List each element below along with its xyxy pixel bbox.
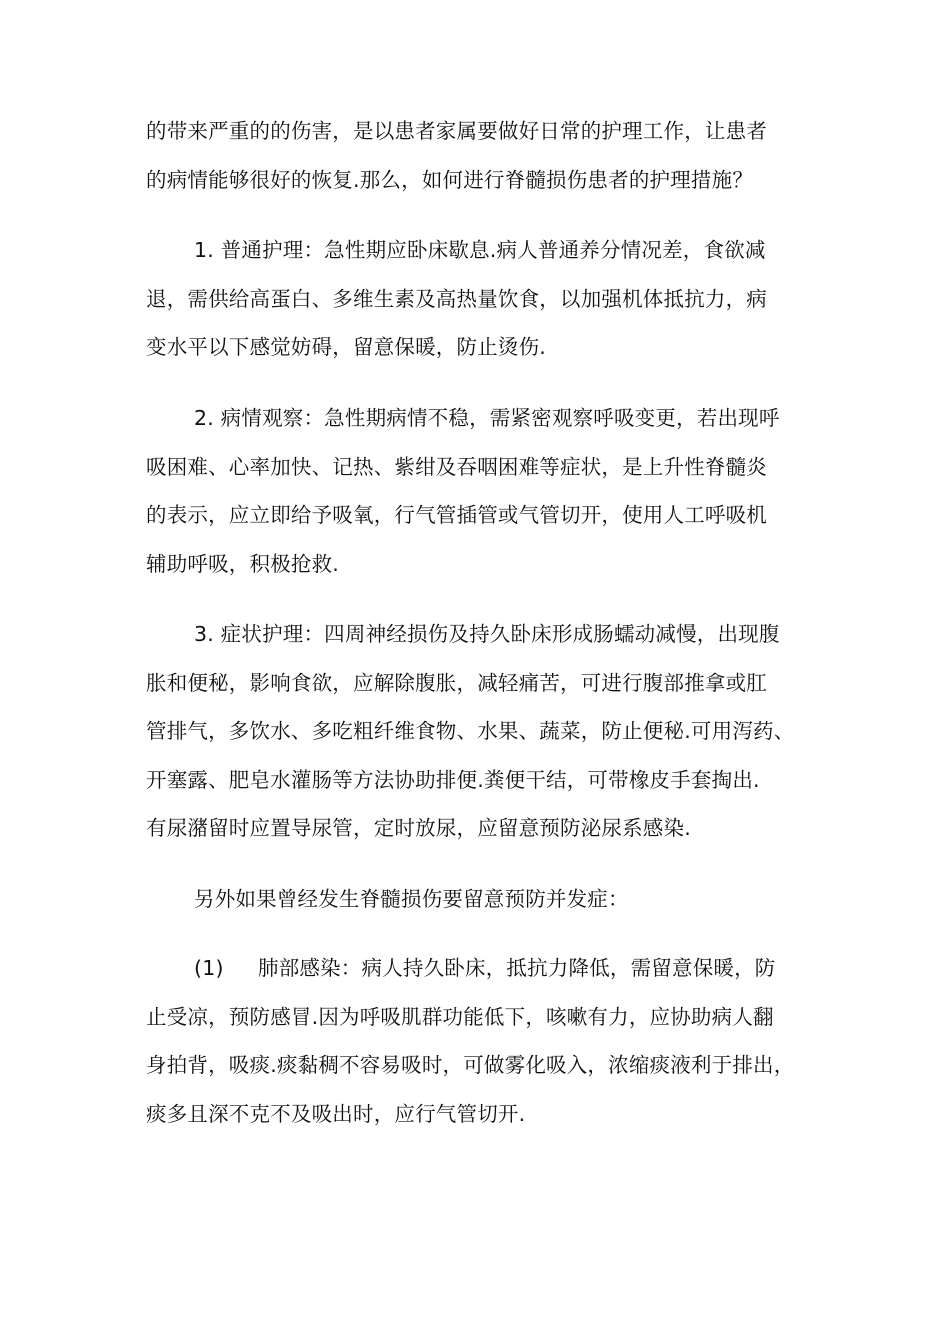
text-line: 1. 普通护理：急性期应卧床歇息.病人普通养分情况差，食欲减: [194, 238, 766, 262]
text-line: 的带来严重的的伤害，是以患者家属要做好日常的护理工作，让患者: [146, 119, 767, 143]
intro-paragraph: [146, 107, 846, 204]
list-item-number: (1): [194, 956, 224, 980]
complications-intro: [146, 875, 846, 924]
text-line: 肺部感染：病人持久卧床，抵抗力降低，需留意保暖，防: [258, 956, 776, 980]
text-line: 管排气，多饮水、多吃粗纤维食物、水果、蔬菜，防止便秘.可用泻药、: [146, 719, 795, 743]
section-observation: [146, 394, 846, 588]
text-line: 开塞露、肥皂水灌肠等方法协助排便.粪便干结，可带橡皮手套掏出.: [146, 767, 760, 792]
text-line: 另外如果曾经发生脊髓损伤要留意预防并发症：: [194, 887, 629, 911]
text-line: 3. 症状护理：四周神经损伤及持久卧床形成肠蠕动减慢，出现腹: [194, 622, 780, 646]
text-line: 有尿潴留时应置导尿管，定时放尿，应留意预防泌尿系感染.: [146, 816, 691, 840]
text-line: 变水平以下感觉妨碍，留意保暖，防止烫伤.: [146, 335, 547, 359]
text-line: 止受凉，预防感冒.因为呼吸肌群功能低下，咳嗽有力，应协助病人翻: [146, 1004, 774, 1029]
complication-lung-infection: [146, 944, 846, 1138]
text-line: 的病情能够很好的恢复.那么，如何进行脊髓损伤患者的护理措施？: [146, 167, 754, 192]
text-line: 辅助呼吸，积极抢救.: [146, 551, 340, 576]
section-symptom-care: [146, 610, 846, 853]
text-line: 2. 病情观察：急性期病情不稳，需紧密观察呼吸变更，若出现呼: [194, 406, 780, 430]
text-line: 身拍背，吸痰.痰黏稠不容易吸时，可做雾化吸入，浓缩痰液利于排出，: [146, 1053, 795, 1077]
text-line: 胀和便秘，影响食欲，应解除腹胀，减轻痛苦，可进行腹部推拿或肛: [146, 670, 767, 695]
section-general-care: [146, 226, 846, 372]
text-line: 痰多且深不克不及吸出时，应行气管切开.: [146, 1101, 526, 1126]
list-item-first-line: [146, 944, 846, 993]
text-line: 的表示，应立即给予吸氧，行气管插管或气管切开，使用人工呼吸机: [146, 503, 767, 527]
text-line: 退，需供给高蛋白、多维生素及高热量饮食，以加强机体抵抗力，病: [146, 286, 767, 311]
text-line: 吸困难、心率加快、记热、紫绀及吞咽困难等症状，是上升性脊髓炎: [146, 454, 767, 479]
